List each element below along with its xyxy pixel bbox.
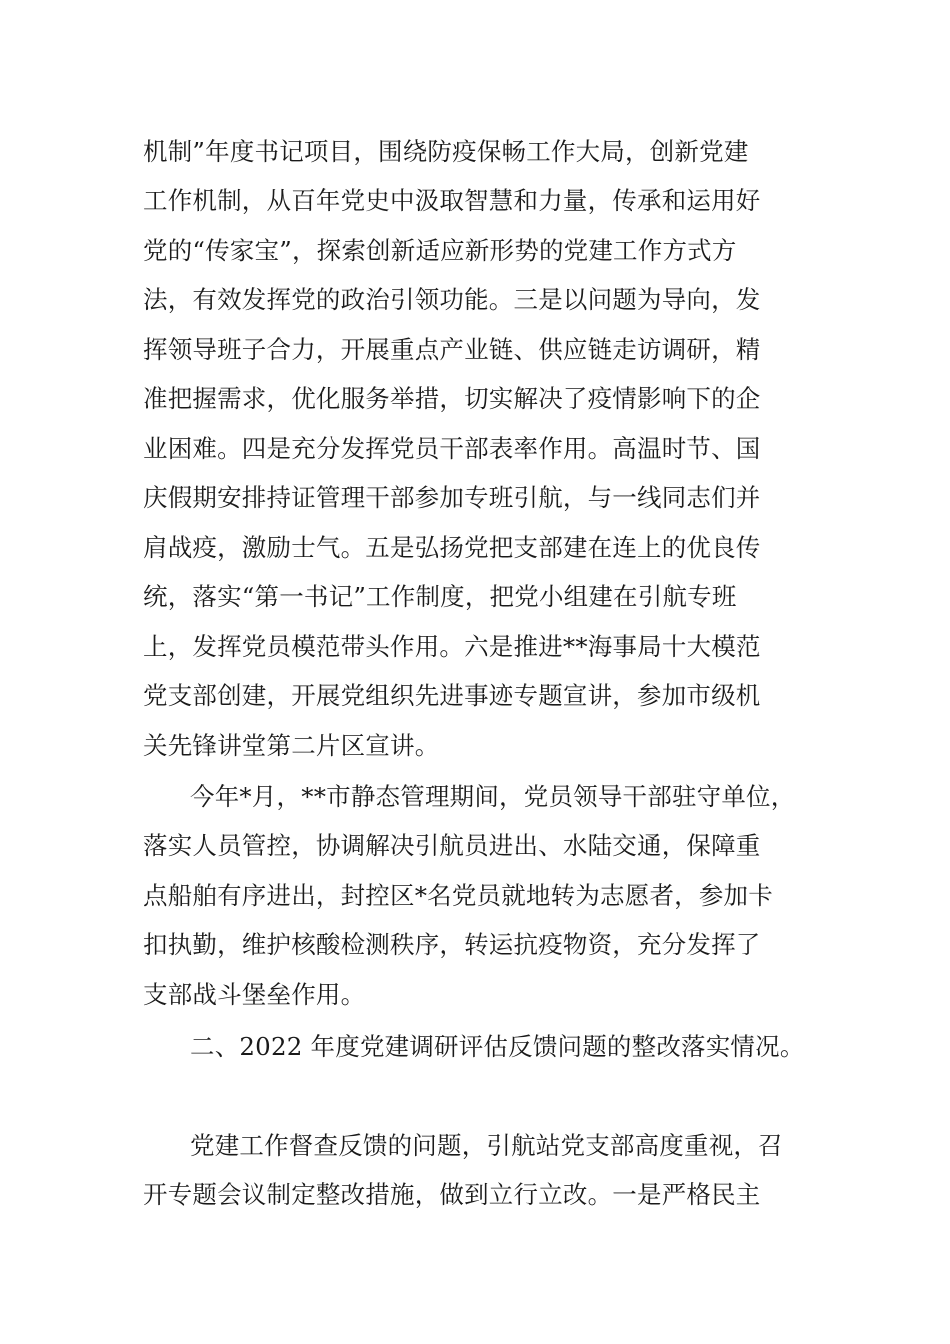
paragraph-2-line: 支部战斗堡垒作用。 bbox=[143, 980, 366, 1009]
paragraph-1-line: 法，有效发挥党的政治引领功能。三是以问题为导向，发 bbox=[143, 285, 761, 314]
section-heading: 二、2022 年度党建调研评估反馈问题的整改落实情况。 bbox=[190, 1032, 805, 1061]
paragraph-1-line: 上，发挥党员模范带头作用。六是推进**海事局十大模范 bbox=[143, 632, 761, 661]
paragraph-1-line: 挥领导班子合力，开展重点产业链、供应链走访调研，精 bbox=[143, 335, 761, 364]
paragraph-3-line: 开专题会议制定整改措施，做到立行立改。一是严格民主 bbox=[143, 1180, 761, 1209]
paragraph-2-line: 扣执勤，维护核酸检测秩序，转运抗疫物资，充分发挥了 bbox=[143, 930, 761, 959]
paragraph-1-line: 统，落实“第一书记”工作制度，把党小组建在引航专班 bbox=[143, 582, 737, 611]
paragraph-1-line: 庆假期安排持证管理干部参加专班引航，与一线同志们并 bbox=[143, 483, 761, 512]
paragraph-1-line: 工作机制，从百年党史中汲取智慧和力量，传承和运用好 bbox=[143, 186, 761, 215]
paragraph-1-line: 党的“传家宝”，探索创新适应新形势的党建工作方式方 bbox=[143, 236, 737, 265]
paragraph-3-line: 党建工作督查反馈的问题，引航站党支部高度重视，召 bbox=[190, 1131, 783, 1160]
paragraph-2-line: 落实人员管控，协调解决引航员进出、水陆交通，保障重 bbox=[143, 831, 761, 860]
paragraph-1-line: 党支部创建，开展党组织先进事迹专题宣讲，参加市级机 bbox=[143, 681, 761, 710]
paragraph-2-line: 今年*月，**市静态管理期间，党员领导干部驻守单位， bbox=[190, 782, 796, 811]
paragraph-1-line: 机制”年度书记项目，围绕防疫保畅工作大局，创新党建 bbox=[143, 137, 749, 166]
paragraph-1-line: 关先锋讲堂第二片区宣讲。 bbox=[143, 731, 440, 760]
paragraph-1-line: 业困难。四是充分发挥党员干部表率作用。高温时节、国 bbox=[143, 434, 761, 463]
paragraph-1-line: 肩战疫，激励士气。五是弘扬党把支部建在连上的优良传 bbox=[143, 533, 761, 562]
paragraph-1-line: 准把握需求，优化服务举措，切实解决了疫情影响下的企 bbox=[143, 384, 761, 413]
paragraph-2-line: 点船舶有序进出，封控区*名党员就地转为志愿者，参加卡 bbox=[143, 881, 773, 910]
